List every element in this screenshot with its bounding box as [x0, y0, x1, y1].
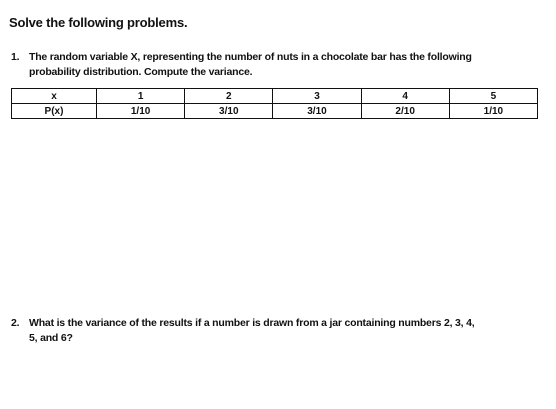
probability-row — [12, 104, 538, 119]
problem-2-line-1 — [11, 316, 547, 331]
p-value-cell: 1/10 — [97, 104, 185, 119]
worksheet-heading: Solve the following problems. — [9, 15, 188, 30]
x-value-cell: 3 — [273, 89, 361, 104]
p-value-cell: 2/10 — [361, 104, 449, 119]
problem-1-line-1 — [11, 50, 547, 65]
x-header-cell: x — [12, 89, 97, 104]
x-value-cell: 2 — [185, 89, 273, 104]
x-value-cell: 1 — [97, 89, 185, 104]
problem-2-number: 2. — [11, 317, 20, 329]
x-value-cell: 4 — [361, 89, 449, 104]
problem-1 — [11, 50, 547, 80]
p-value-cell: 3/10 — [273, 104, 361, 119]
problem-1-number: 1. — [11, 51, 20, 63]
p-value-cell: 1/10 — [449, 104, 537, 119]
problem-1-text-line-1: The random variable X, representing the number of nuts in a chocolate bar has the following — [29, 51, 472, 63]
p-value-cell: 3/10 — [185, 104, 273, 119]
x-value-cell: 5 — [449, 89, 537, 104]
probability-distribution-table — [11, 88, 538, 119]
problem-2 — [11, 316, 547, 346]
problem-2-text-line-1: What is the variance of the results if a number is drawn from a jar containing numbers 2, 3, 4, — [29, 317, 475, 329]
p-header-cell: P(x) — [12, 104, 97, 119]
x-row — [12, 89, 538, 104]
problem-2-text-line-2: 5, and 6? — [29, 332, 73, 344]
problem-1-text-line-2: probability distribution. Compute the variance. — [29, 66, 253, 78]
